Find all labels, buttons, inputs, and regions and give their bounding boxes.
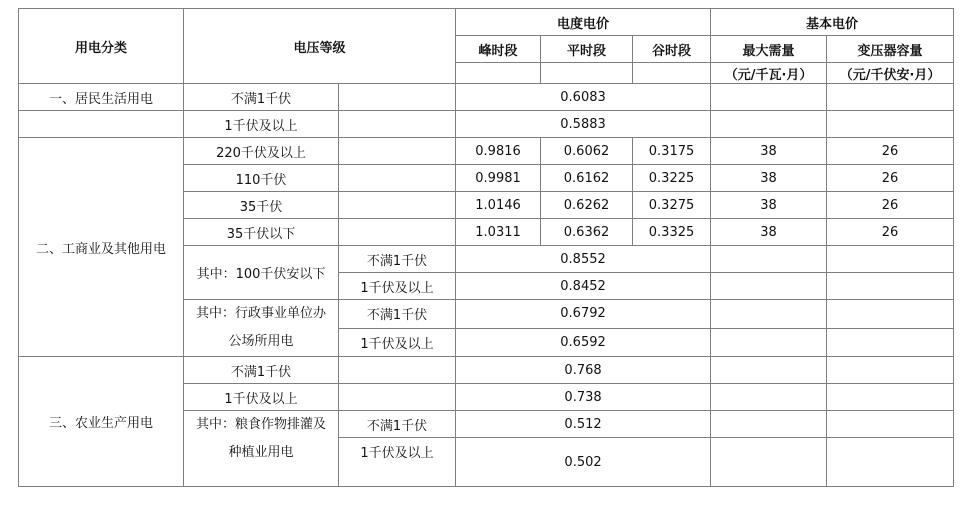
price-cell: 0.6792 xyxy=(456,300,711,329)
price-cell: 0.738 xyxy=(456,384,711,411)
peak-price-cell: 0.9816 xyxy=(456,138,541,165)
capacity-cell xyxy=(827,111,954,138)
demand-cell xyxy=(711,438,827,487)
valley-price-cell: 0.3175 xyxy=(633,138,711,165)
demand-cell xyxy=(711,84,827,111)
header-transformer-capacity: 变压器容量 xyxy=(827,36,954,63)
capacity-cell xyxy=(827,328,954,357)
flat-price-cell: 0.6062 xyxy=(541,138,633,165)
peak-price-cell: 0.9981 xyxy=(456,165,541,192)
empty-cell xyxy=(339,192,456,219)
empty-cell xyxy=(339,357,456,384)
demand-cell xyxy=(711,411,827,438)
table-row xyxy=(19,84,954,111)
empty-cell xyxy=(339,219,456,246)
table-row xyxy=(19,138,954,165)
demand-cell xyxy=(711,357,827,384)
valley-price-cell: 0.3275 xyxy=(633,192,711,219)
header-valley-blank xyxy=(633,63,711,84)
demand-cell: 38 xyxy=(711,219,827,246)
demand-cell: 38 xyxy=(711,165,827,192)
admin-label-line1: 其中：行政事业单位办 xyxy=(195,306,326,321)
grain-label-line1: 其中：粮食作物排灌及 xyxy=(195,417,326,432)
voltage-cell: 1千伏及以上 xyxy=(184,111,339,138)
voltage-cell: 35千伏以下 xyxy=(184,219,339,246)
demand-cell xyxy=(711,111,827,138)
empty-cell xyxy=(339,111,456,138)
voltage-cell: 不满1千伏 xyxy=(339,246,456,273)
header-category: 用电分类 xyxy=(19,9,184,84)
header-max-demand: 最大需量 xyxy=(711,36,827,63)
price-cell: 0.8452 xyxy=(456,273,711,300)
category-industrial: 二、工商业及其他用电 xyxy=(19,138,184,357)
voltage-cell: 1千伏及以上 xyxy=(184,384,339,411)
capacity-cell xyxy=(827,384,954,411)
header-voltage-level: 电压等级 xyxy=(184,9,456,84)
demand-cell xyxy=(711,300,827,329)
header-valley: 谷时段 xyxy=(633,36,711,63)
demand-cell: 38 xyxy=(711,138,827,165)
header-flat-blank xyxy=(541,63,633,84)
subcategory-admin-offices xyxy=(184,300,339,357)
capacity-cell xyxy=(827,357,954,384)
voltage-cell: 110千伏 xyxy=(184,165,339,192)
voltage-cell: 不满1千伏 xyxy=(184,84,339,111)
header-transformer-capacity-unit: （元/千伏安·月） xyxy=(827,63,954,84)
header-peak: 峰时段 xyxy=(456,36,541,63)
empty-cell xyxy=(339,384,456,411)
table-row xyxy=(19,111,954,138)
header-peak-blank xyxy=(456,63,541,84)
capacity-cell xyxy=(827,411,954,438)
price-cell: 0.768 xyxy=(456,357,711,384)
category-agricultural: 三、农业生产用电 xyxy=(19,357,184,487)
electricity-tariff-table xyxy=(18,8,954,487)
admin-label-line2: 公场所用电 xyxy=(228,334,294,349)
peak-price-cell: 1.0146 xyxy=(456,192,541,219)
price-cell: 0.5883 xyxy=(456,111,711,138)
valley-price-cell: 0.3325 xyxy=(633,219,711,246)
demand-cell xyxy=(711,246,827,273)
voltage-cell: 1千伏及以上 xyxy=(339,328,456,357)
header-flat: 平时段 xyxy=(541,36,633,63)
table-row xyxy=(19,357,954,384)
capacity-cell xyxy=(827,273,954,300)
tariff-table-wrapper xyxy=(18,8,954,487)
category-empty xyxy=(19,111,184,138)
subcategory-small-users: 其中：100千伏安以下 xyxy=(184,246,339,300)
capacity-cell xyxy=(827,84,954,111)
capacity-cell: 26 xyxy=(827,165,954,192)
price-cell: 0.6083 xyxy=(456,84,711,111)
header-energy-price: 电度电价 xyxy=(456,9,711,36)
header-basic-price: 基本电价 xyxy=(711,9,954,36)
demand-cell: 38 xyxy=(711,192,827,219)
subcategory-grain-irrigation xyxy=(184,411,339,487)
header-max-demand-unit: （元/千瓦·月） xyxy=(711,63,827,84)
voltage-cell: 不满1千伏 xyxy=(339,411,456,438)
capacity-cell: 26 xyxy=(827,192,954,219)
voltage-cell: 220千伏及以上 xyxy=(184,138,339,165)
empty-cell xyxy=(339,84,456,111)
category-residential: 一、居民生活用电 xyxy=(19,84,184,111)
price-cell: 0.512 xyxy=(456,411,711,438)
price-cell: 0.8552 xyxy=(456,246,711,273)
demand-cell xyxy=(711,273,827,300)
header-row-1 xyxy=(19,9,954,36)
valley-price-cell: 0.3225 xyxy=(633,165,711,192)
grain-label-line2: 种植业用电 xyxy=(228,445,294,460)
flat-price-cell: 0.6162 xyxy=(541,165,633,192)
voltage-cell: 1千伏及以上 xyxy=(339,438,456,487)
demand-cell xyxy=(711,384,827,411)
empty-cell xyxy=(339,138,456,165)
capacity-cell xyxy=(827,438,954,487)
capacity-cell xyxy=(827,300,954,329)
voltage-cell: 1千伏及以上 xyxy=(339,273,456,300)
capacity-cell xyxy=(827,246,954,273)
flat-price-cell: 0.6362 xyxy=(541,219,633,246)
capacity-cell: 26 xyxy=(827,138,954,165)
voltage-cell: 不满1千伏 xyxy=(184,357,339,384)
empty-cell xyxy=(339,165,456,192)
capacity-cell: 26 xyxy=(827,219,954,246)
voltage-cell: 35千伏 xyxy=(184,192,339,219)
demand-cell xyxy=(711,328,827,357)
price-cell: 0.6592 xyxy=(456,328,711,357)
voltage-cell: 不满1千伏 xyxy=(339,300,456,329)
flat-price-cell: 0.6262 xyxy=(541,192,633,219)
peak-price-cell: 1.0311 xyxy=(456,219,541,246)
price-cell: 0.502 xyxy=(456,438,711,487)
